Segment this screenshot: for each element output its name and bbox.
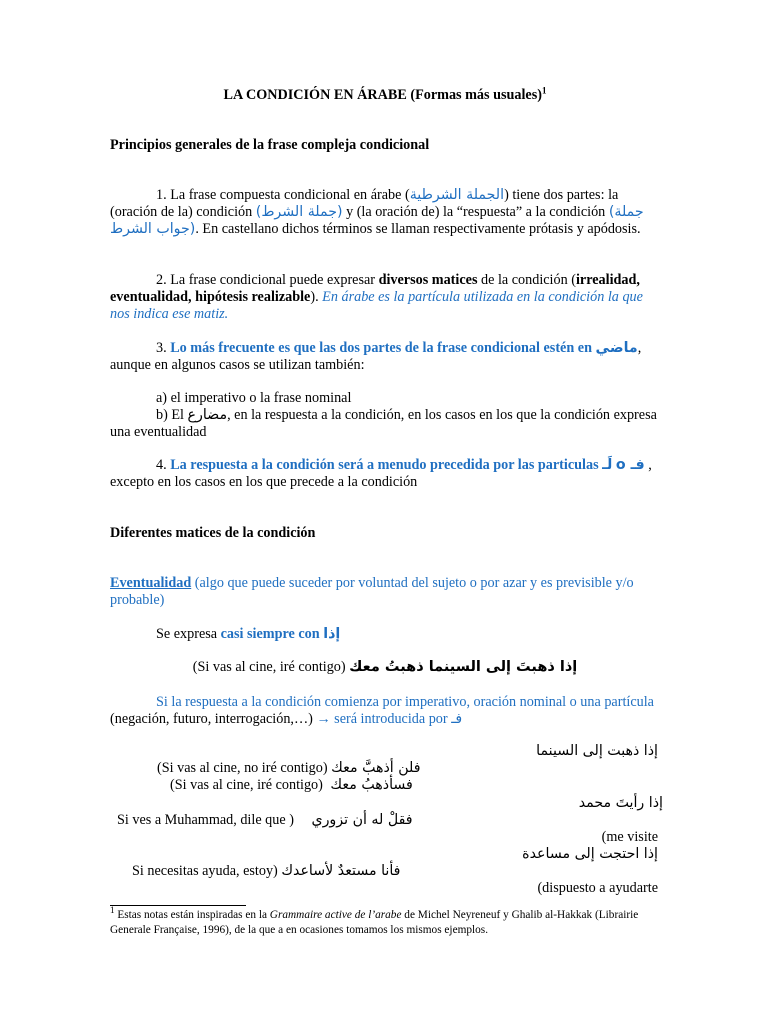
footnote-separator [110,905,246,906]
example-4-line: Si ves a Muhammad, dile que ) فقلْ له أن تزوري [117,812,413,828]
arabic-term-1: الجملة الشرطية [409,187,505,203]
paragraph-3: 3. Lo más frecuente es que las dos partes de la frase condicional estén en ماضي, aunque en algunos casos se utilizan también: [110,340,642,373]
paragraph-2: 2. La frase condicional puede expresar diversos matices de la condición (irrealidad, eventualidad, hipótesis realizable). En árabe es la partícula utilizada en la condición la que nos indica ese matiz. [110,272,643,322]
arabic-madi: ماضي [595,340,638,356]
paragraph-4: 4. La respuesta a la condición será a menudo precedida por las particulas لَـ o فـ , excepto en los casos en los que precede a la condición [110,457,652,490]
list-item-b: b) El مضارع, en la respuesta a la condición, en los casos en los que la condición expresa una eventualidad [110,407,657,440]
footnote: $^1$ Estas notas están inspiradas en la Grammaire active de l’arabe de Michel Neyreneuf y Ghalib al-Hakkak (Librairie Generale Française, 1996), de la que a en ocasiones tomamos los mismos ejemplos. [110,905,639,936]
eventualidad-label: Eventualidad [110,575,192,591]
section-heading-principles: Principios generales de la frase compleja condicional [110,137,430,153]
example-2-arabic-condition: إذا ذهبت إلى السينما [536,743,658,759]
example-5-arabic-condition: إذا احتجت إلى مساعدة [522,846,658,862]
example-1: (Si vas al cine, iré contigo) إذا ذهبتَ إلى السينما ذهبتُ معك [192,659,578,675]
list-item-a: a) el imperativo o la frase nominal [156,390,352,406]
arabic-term-3: (جملة جواب الشرط) [110,204,644,237]
paragraph-1: 1. La frase compuesta condicional en árabe (الجملة الشرطية) tiene dos partes: la (oración de la) condición (جملة الشرط) y (la oración de) la “respuesta” a la condición (جملة جواب الشرط). En castellano dichos términos se llaman respectivamente prótasis y apódosis. [110,187,644,237]
title-footnote-ref[interactable]: 1 [541,85,547,96]
example-3-line: (Si vas al cine, iré contigo) فسأذهبُ معك [170,777,413,793]
example-5-line: Si necesitas ayuda, estoy) فأنا مستعدٌ لأساعدك [132,863,401,879]
eventualidad-paragraph: Eventualidad (algo que puede suceder por voluntad del sujeto o por azar y es previsible y/o probable) [110,575,634,608]
example-2-line: (Si vas al cine, no iré contigo) فلن أذهبَّ معك [157,760,421,776]
arabic-term-2: (جملة الشرط) [255,204,343,220]
section-heading-matices: Diferentes matices de la condición [110,525,316,541]
example-4-arabic-condition: إذا رأيتَ محمد [578,795,663,811]
example-1-arabic: إذا ذهبتَ إلى السينما ذهبتُ معك [349,659,578,675]
page-title [110,87,660,104]
example-4-continuation: (me visite [601,829,658,845]
se-expresa-line: Se expresa casi siempre con إذا [156,626,341,642]
rule-paragraph: Si la respuesta a la condición comienza por imperativo, oración nominal o una partícula (negación, futuro, interrogación,…) → será introducida por فـ [110,694,654,727]
example-5-continuation: (dispuesto a ayudarte [537,880,658,896]
title-text: LA CONDICIÓN EN ÁRABE (Formas más usuales) [223,87,542,103]
